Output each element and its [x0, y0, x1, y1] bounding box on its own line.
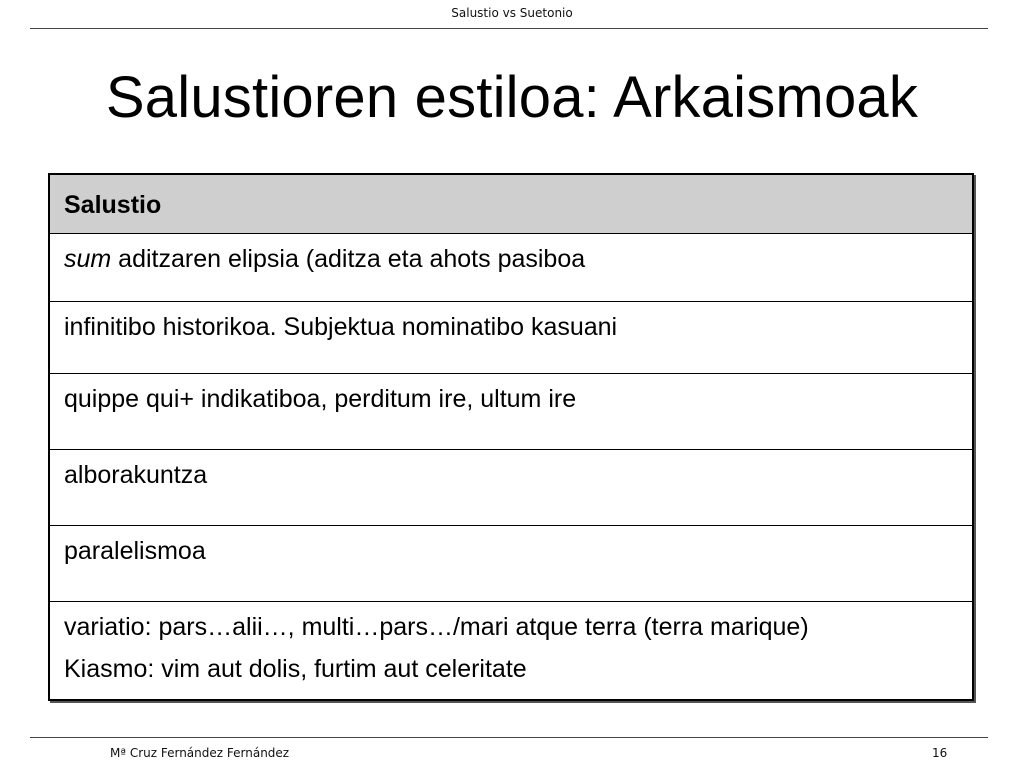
content-table — [48, 173, 974, 701]
table-cell: alborakuntza — [49, 450, 973, 526]
italic-term: sum — [64, 245, 112, 273]
page-number: 16 — [932, 746, 948, 760]
table-cell: infinitibo historikoa. Subjektua nominatibo kasuani — [49, 302, 973, 374]
table-row — [49, 602, 973, 701]
table-cell: quippe qui+ indikatiboa, perditum ire, ultum ire — [49, 374, 973, 450]
cell-line-kiasmo: Kiasmo: vim aut dolis, furtim aut celeritate — [64, 655, 527, 683]
table-cell — [49, 234, 973, 302]
footer-author: Mª Cruz Fernández Fernández — [110, 746, 290, 760]
table-cell: paralelismoa — [49, 526, 973, 602]
table-row — [49, 234, 973, 302]
table-row — [49, 526, 973, 602]
slide-title: Salustioren estiloa: Arkaismoak — [105, 65, 919, 130]
header-divider — [30, 28, 988, 29]
table-header-cell: Salustio — [49, 174, 973, 234]
table-row — [49, 374, 973, 450]
footer-divider — [30, 737, 988, 738]
table-row — [49, 302, 973, 374]
cell-text: aditzaren elipsia (aditza eta ahots pasiboa — [111, 245, 586, 273]
cell-line-variatio: variatio: pars…alii…, multi…pars…/mari atque terra (terra marique) — [64, 613, 809, 641]
table-header-row — [49, 174, 973, 234]
table-cell — [49, 602, 973, 701]
running-header: Salustio vs Suetonio — [451, 6, 573, 20]
table-row — [49, 450, 973, 526]
